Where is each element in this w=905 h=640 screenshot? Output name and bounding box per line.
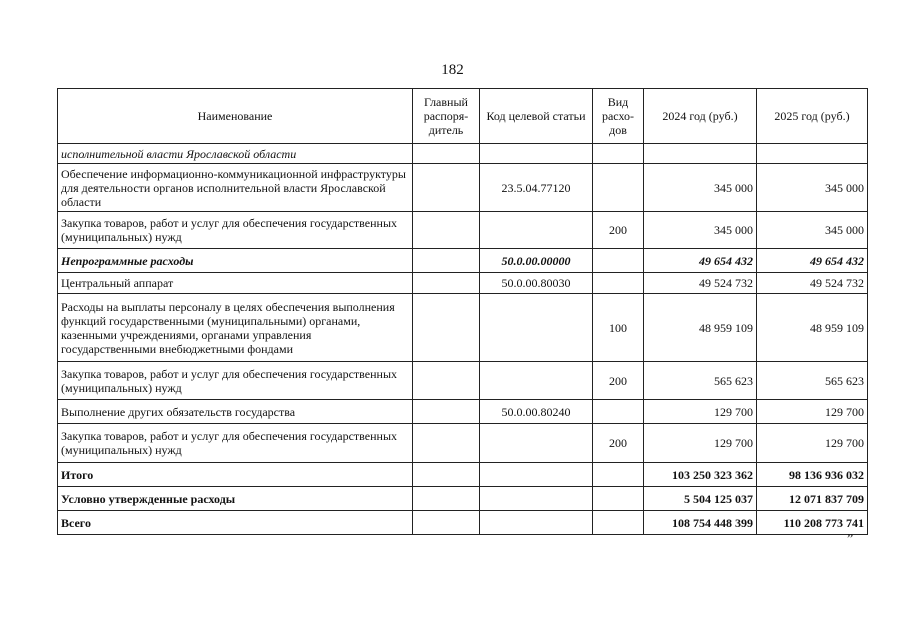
row-2024: 129 700	[644, 424, 757, 463]
table-row	[58, 212, 868, 249]
row-name: Условно утвержденные расходы	[58, 487, 413, 511]
row-code: 50.0.00.80240	[480, 400, 593, 424]
row-2024	[644, 144, 757, 164]
row-expense-type	[593, 487, 644, 511]
row-name: Закупка товаров, работ и услуг для обеспечения государственных (муниципальных) нужд	[58, 362, 413, 400]
table-row	[58, 400, 868, 424]
row-2025: 48 959 109	[757, 294, 868, 362]
row-code: 50.0.00.80030	[480, 273, 593, 294]
row-manager	[413, 249, 480, 273]
row-expense-type	[593, 463, 644, 487]
row-name: Центральный аппарат	[58, 273, 413, 294]
row-name: Всего	[58, 511, 413, 535]
row-name: Закупка товаров, работ и услуг для обеспечения государственных (муниципальных) нужд	[58, 424, 413, 463]
row-name: Обеспечение информационно-коммуникационной инфраструктуры для деятельности органов исполнительной власти Ярославской области	[58, 164, 413, 212]
table-row	[58, 144, 868, 164]
row-manager	[413, 463, 480, 487]
header-manager: Главный распоря- дитель	[413, 89, 480, 144]
row-manager	[413, 362, 480, 400]
row-2024: 108 754 448 399	[644, 511, 757, 535]
row-name: Закупка товаров, работ и услуг для обеспечения государственных (муниципальных) нужд	[58, 212, 413, 249]
header-year-2024: 2024 год (руб.)	[644, 89, 757, 144]
closing-quote-mark: ”	[847, 532, 854, 547]
row-2025: 49 524 732	[757, 273, 868, 294]
row-code	[480, 212, 593, 249]
row-code	[480, 294, 593, 362]
row-2024: 565 623	[644, 362, 757, 400]
table-row	[58, 362, 868, 400]
row-2024: 129 700	[644, 400, 757, 424]
row-code	[480, 463, 593, 487]
row-name: Итого	[58, 463, 413, 487]
table-row	[58, 424, 868, 463]
row-manager	[413, 511, 480, 535]
row-name: Расходы на выплаты персоналу в целях обеспечения выполнения функций государственными (муниципальными) органами, казенными учреждениями, органами управления государственными внебюджетными фондами	[58, 294, 413, 362]
row-2025: 345 000	[757, 164, 868, 212]
row-expense-type: 200	[593, 424, 644, 463]
row-expense-type	[593, 400, 644, 424]
row-manager	[413, 294, 480, 362]
row-code	[480, 424, 593, 463]
row-2025: 129 700	[757, 400, 868, 424]
row-expense-type: 100	[593, 294, 644, 362]
row-2024: 345 000	[644, 212, 757, 249]
table-row	[58, 164, 868, 212]
table-row	[58, 273, 868, 294]
row-2025: 565 623	[757, 362, 868, 400]
row-manager	[413, 144, 480, 164]
row-2024: 49 524 732	[644, 273, 757, 294]
table-row	[58, 463, 868, 487]
row-manager	[413, 212, 480, 249]
row-manager	[413, 164, 480, 212]
row-2024: 345 000	[644, 164, 757, 212]
table-row	[58, 294, 868, 362]
row-code: 23.5.04.77120	[480, 164, 593, 212]
row-manager	[413, 424, 480, 463]
row-expense-type	[593, 144, 644, 164]
header-code: Код целевой статьи	[480, 89, 593, 144]
row-code	[480, 362, 593, 400]
row-code: 50.0.00.00000	[480, 249, 593, 273]
table-row	[58, 511, 868, 535]
row-name: Выполнение других обязательств государства	[58, 400, 413, 424]
row-2025: 129 700	[757, 424, 868, 463]
row-2025	[757, 144, 868, 164]
row-expense-type	[593, 273, 644, 294]
row-manager	[413, 487, 480, 511]
row-2025: 110 208 773 741	[757, 511, 868, 535]
page-number: 182	[441, 62, 464, 78]
row-name: исполнительной власти Ярославской области	[58, 144, 413, 164]
row-expense-type: 200	[593, 212, 644, 249]
row-manager	[413, 400, 480, 424]
row-2025: 12 071 837 709	[757, 487, 868, 511]
row-2025: 49 654 432	[757, 249, 868, 273]
row-name: Непрограммные расходы	[58, 249, 413, 273]
row-expense-type	[593, 249, 644, 273]
budget-table	[57, 88, 868, 535]
row-code	[480, 144, 593, 164]
row-2024: 49 654 432	[644, 249, 757, 273]
row-2024: 48 959 109	[644, 294, 757, 362]
row-2024: 103 250 323 362	[644, 463, 757, 487]
row-expense-type: 200	[593, 362, 644, 400]
header-year-2025: 2025 год (руб.)	[757, 89, 868, 144]
header-expense-type: Вид расхо- дов	[593, 89, 644, 144]
row-manager	[413, 273, 480, 294]
row-2024: 5 504 125 037	[644, 487, 757, 511]
row-2025: 345 000	[757, 212, 868, 249]
row-expense-type	[593, 164, 644, 212]
row-expense-type	[593, 511, 644, 535]
table-row	[58, 249, 868, 273]
row-2025: 98 136 936 032	[757, 463, 868, 487]
header-name: Наименование	[58, 89, 413, 144]
row-code	[480, 511, 593, 535]
table-row	[58, 487, 868, 511]
row-code	[480, 487, 593, 511]
table-header-row	[58, 89, 868, 144]
